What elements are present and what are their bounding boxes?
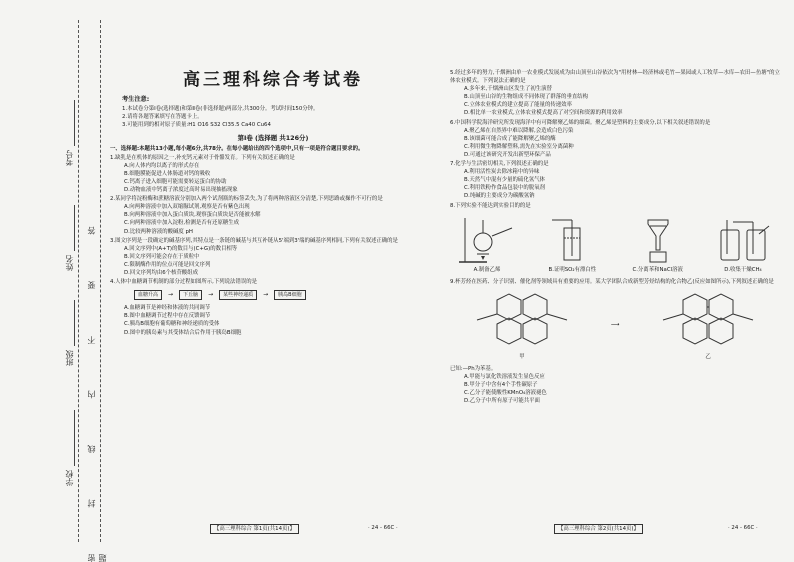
question-stem: 3.图文序列是一段确定的碱基序列,其特点是一条链的碱基与其互补链从5'端到3'端的碱基序列相同,下列有关叙述正确的是 xyxy=(110,237,398,244)
option: B.向两种溶液中加入蛋白质块,观察蛋白质块是否能被水解 xyxy=(124,212,261,219)
arrow-right-icon: → xyxy=(263,291,269,299)
question-7 xyxy=(450,160,780,200)
flow-node: 某些神经递质 xyxy=(219,290,257,300)
option: D.乙分子中所有原子可能共平面 xyxy=(464,398,540,405)
blood-sugar-flow-diagram xyxy=(110,290,436,300)
molecule-label: 乙 xyxy=(705,353,711,360)
option: C.利用铁粉作食品包装中的脱氧剂 xyxy=(464,185,545,192)
option: D.动物血液中钙离子浓度过高时易出现抽搐现象 xyxy=(124,187,238,194)
reaction-arrow-icon: ⟶ xyxy=(610,321,620,329)
option: D.可通过该研究开发出新型环保产品 xyxy=(464,151,551,158)
left-column xyxy=(110,62,436,337)
question-stem: 4.人体中血糖调节机制的部分过程如图所示,下列说法错误的是 xyxy=(110,279,258,286)
label-name: 姓名 xyxy=(65,255,74,271)
options-grid xyxy=(450,373,780,405)
label-class: 班级 xyxy=(65,350,74,366)
option: A.血糖调节是神经和体液的共同调节 xyxy=(124,305,211,312)
option: B.回文序列可能会存在于质粒中 xyxy=(124,253,200,260)
question-stem: 9.杯芳烃在医药、分子识别、催化剂等领域具有重要的应用。某大学团队合成新型芳烃结构的化合物乙(反应如图所示),下列叙述正确的是 xyxy=(450,278,774,285)
question-stem: 1.缺乳是在机体的原因之一,补充钙元素对于骨骼发育。下列有关叙述正确的是 xyxy=(110,154,295,161)
apparatus-label: A.制备乙烯 xyxy=(473,266,501,273)
question-2 xyxy=(110,195,436,235)
question-stem: 6.中国科学院海洋研究所发现海洋中有可降解聚乙烯的细菌。聚乙烯是塑料的主要成分,以下相关叙述错误的是 xyxy=(450,119,711,126)
option: B.山顶至山谷的生物组成不同体现了群落的垂直结构 xyxy=(464,94,589,101)
option: C.乙分子能使酸性KMnO₄溶液褪色 xyxy=(464,390,547,397)
question-stem: 7.化学与生活密切相关,下列叙述正确的是 xyxy=(450,161,549,168)
question-5 xyxy=(450,69,780,118)
notice-list xyxy=(122,105,436,129)
option: C.立体农业模式的建立提高了能量的传递效率 xyxy=(464,102,572,109)
option: B.图中血糖调节过程中存在反馈调节 xyxy=(124,313,211,320)
molecule-label: 甲 xyxy=(519,353,525,360)
question-9 xyxy=(450,278,780,406)
part-heading: 第Ⅰ卷 (选择题 共126分) xyxy=(237,134,309,143)
option: B.该细菌可能合成了能降解聚乙烯的酶 xyxy=(464,135,556,142)
page-title: 高三理科综合考试卷 xyxy=(183,70,363,90)
question-stem: 5.经过多年的努力,千烟洲由单一农业模式发展成为由山顶至山谷依次为"用材林—经济林或毛竹—果园或人工牧草—水库—农田—鱼塘"的立体农业模式。下列说法正确的是 xyxy=(450,70,780,85)
exam-code-right: · 24 - 66C · xyxy=(728,525,758,531)
apparatus-figures xyxy=(450,214,780,274)
apparatus-c xyxy=(621,214,695,274)
option: D.回文序列均由6个核苷酸组成 xyxy=(124,269,198,276)
apparatus-b-icon xyxy=(542,214,602,266)
apparatus-d xyxy=(706,214,780,274)
apparatus-label: D.收集干燥CH₄ xyxy=(724,266,762,273)
school-line[interactable] xyxy=(74,410,75,466)
option: A.回文序列中(A+T)的数目与(C+G)的数目相等 xyxy=(124,245,238,252)
flow-node: 胰岛B细胞 xyxy=(274,290,305,300)
right-column xyxy=(450,68,780,405)
option: C.胰岛B细胞有葡萄糖和神经递质的受体 xyxy=(124,321,220,328)
option: A.多年来,千烟洲山区发生了初生演替 xyxy=(464,86,552,93)
option: B.天然气中混有少量的硫化氢气体 xyxy=(464,177,545,184)
apparatus-label: C.分离苯和NaCl溶液 xyxy=(632,266,683,273)
reaction-scheme xyxy=(450,290,780,361)
note: 已知:—Ph为苯基。 xyxy=(450,365,497,372)
option: A.向人体内均以离子的形式存在 xyxy=(124,162,200,169)
label-school: 学校 xyxy=(65,470,74,486)
option: A.聚乙烯在自然界中难以降解,会造成白色污染 xyxy=(464,127,574,134)
apparatus-d-icon xyxy=(713,214,773,266)
notice-item: 3.可能用到的相对原子质量:H1 O16 S32 Cl35.5 Ca40 Cu64 xyxy=(122,122,271,129)
molecule-yi-icon xyxy=(653,290,763,350)
apparatus-a xyxy=(450,214,524,274)
page-footer: 【高三理科综合 第2页(共14页)】 xyxy=(554,524,643,534)
apparatus-label: B.证明SO₂有漂白性 xyxy=(548,266,597,273)
section-instructions: 一、选择题:本题共13小题,每小题6分,共78分。在每小题给出的四个选项中,只有一项是符合题目要求的。 xyxy=(110,145,364,152)
class-line[interactable] xyxy=(74,300,75,346)
seal-warning: 密 封 线 内 不 要 答 题 xyxy=(87,204,107,562)
option: A.利用活性炭去除冰箱中的异味 xyxy=(464,169,540,176)
apparatus-c-icon xyxy=(628,214,688,266)
question-1 xyxy=(110,154,436,194)
arrow-right-icon: → xyxy=(168,291,174,299)
arrow-right-icon: → xyxy=(208,291,214,299)
footer-left xyxy=(210,524,299,532)
notice-heading: 考生注意: xyxy=(122,96,150,104)
exam-code-left: · 24 - 66C · xyxy=(368,525,398,531)
question-stem: 2.某同学将淀粉酶和蔗糖溶液分别加入两个试剂瓶的标签丢失,为了将两种溶液区分清楚,下列思路或操作不可行的是 xyxy=(110,196,383,203)
question-4 xyxy=(110,278,436,337)
flow-node: 下丘脑 xyxy=(179,290,202,300)
option: C.向两种溶液中加入淀粉,检测是否有还原糖生成 xyxy=(124,220,240,227)
option: D.图中的胰岛素与其受体结合后作用于胰岛B细胞 xyxy=(124,329,242,336)
name-line[interactable] xyxy=(74,205,75,251)
option: D.纯碱的主要成分为碳酸氢钠 xyxy=(464,193,535,200)
option: D.相比单一农业模式,立体农业模式提高了对空间和资源的利用效率 xyxy=(464,110,623,117)
exam-number-line[interactable] xyxy=(74,100,75,146)
option: C.钙离子进入细胞可能需要转运蛋白的协助 xyxy=(124,178,227,185)
page-footer: 【高三理科综合 第1页(共14页)】 xyxy=(210,524,299,534)
option: A.甲能与氯化铁溶液发生显色反应 xyxy=(464,374,545,381)
apparatus-a-icon xyxy=(457,214,517,266)
molecule-yi xyxy=(653,290,763,361)
binding-strip xyxy=(0,0,108,562)
option: D.比较两种溶液的酸碱度 pH xyxy=(124,228,193,235)
question-3 xyxy=(110,237,436,277)
notice-item: 1.本试卷分第Ⅰ卷(选择题)和第Ⅱ卷(非选择题)两部分,共300分。考试时间150分钟。 xyxy=(122,106,319,113)
option: C.限制酶作用的位点可能是回文序列 xyxy=(124,261,211,268)
notice-item: 2.请将各题答案填写在答题卡上。 xyxy=(122,114,203,121)
label-exam-number: 考号 xyxy=(65,150,74,166)
seal-dashed-line xyxy=(78,20,79,542)
question-8 xyxy=(450,202,780,274)
option: B.甲分子中含有4个手性碳原子 xyxy=(464,382,538,389)
option: C.利用微生物降解塑料,需先在实验室分离菌种 xyxy=(464,143,574,150)
apparatus-b xyxy=(535,214,609,274)
question-stem: 8.下列实验不能达到实验目的的是 xyxy=(450,202,531,209)
option: A.向两种溶液中加入双缩脲试剂,观察是否有紫色出现 xyxy=(124,204,250,211)
molecule-jia xyxy=(467,290,577,361)
molecule-jia-icon xyxy=(467,290,577,350)
footer-right xyxy=(554,524,643,532)
option: B.细胞膜能促进人体肠道对钙的吸收 xyxy=(124,170,211,177)
flow-node: 血糖升高 xyxy=(134,290,162,300)
question-6 xyxy=(450,119,780,159)
